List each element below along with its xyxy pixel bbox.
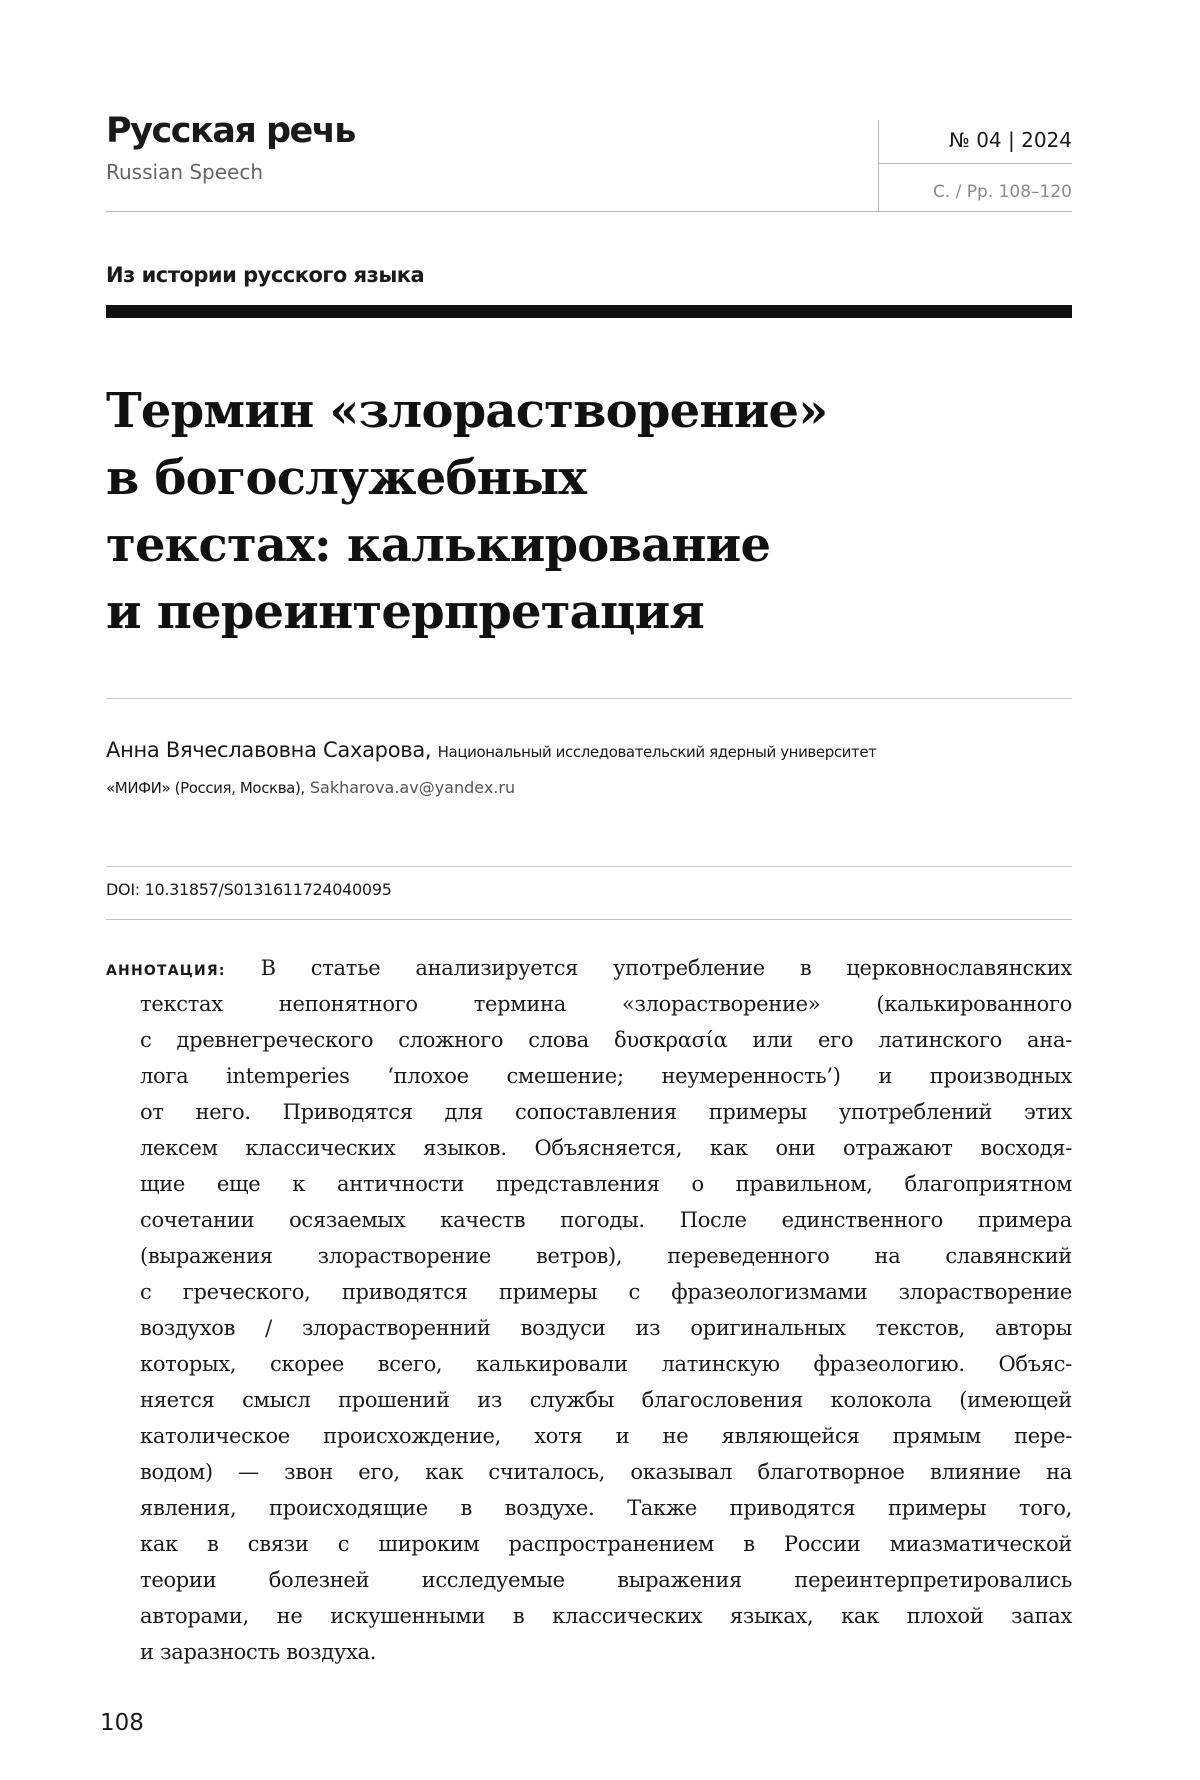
author-line (106, 780, 515, 796)
journal-title: Русская речь (106, 111, 355, 151)
article-title-line: Термин «злорастворение» (106, 383, 828, 439)
article-title-line: текстах: калькирование (106, 517, 771, 573)
abstract-line: няется смысл прошений из службы благословения колокола (имеющей (140, 1388, 1072, 1412)
abstract-line: лексем классических языков. Объясняется, как они отражают восходя- (140, 1136, 1072, 1160)
article-title-line: в богослужебных (106, 450, 587, 506)
article-title (106, 378, 966, 646)
abstract-line: (выражения злорастворение ветров), переведенного на славянский (140, 1244, 1072, 1268)
title-rule (106, 698, 1072, 699)
section-title: Из истории русского языка (106, 263, 425, 287)
page-number: 108 (100, 1710, 144, 1736)
abstract-label-colon: : (218, 963, 226, 979)
abstract-line: как в связи с широким распространением в России миазматической (140, 1532, 1072, 1556)
section-bar (106, 305, 1072, 318)
abstract-line: которых, скорее всего, калькировали латинскую фразеологию. Объяс- (140, 1352, 1072, 1376)
header-rule (106, 211, 1072, 212)
abstract-line: воздухов / злорастворенний воздуси из оригинальных текстов, авторы (140, 1316, 1072, 1340)
page-range: С. / Pp. 108–120 (932, 182, 1072, 202)
abstract-line: теории болезней исследуемые выражения переинтерпретировались (140, 1568, 1072, 1592)
header-divider-vertical (878, 120, 879, 212)
article-title-line: и переинтерпретация (106, 584, 705, 640)
abstract-line: водом) — звон его, как считалось, оказывал благотворное влияние на (140, 1460, 1072, 1484)
abstract-line: от него. Приводятся для сопоставления примеры употреблений этих (140, 1100, 1072, 1124)
issue-divider (878, 163, 1072, 164)
abstract-line: католическое происхождение, хотя и не являющейся прямым пере- (140, 1424, 1072, 1448)
abstract-line: текстах непонятного термина «злорастворение» (калькированного (140, 992, 1072, 1016)
author-email-link[interactable]: Sakharova.av@yandex.ru (309, 778, 516, 797)
abstract-line: и заразность воздуха. (140, 1640, 377, 1664)
journal-subtitle: Russian Speech (106, 160, 264, 184)
abstract (106, 950, 1072, 1670)
doi: DOI: 10.31857/S0131611724040095 (106, 880, 392, 899)
author-comma: , (424, 738, 438, 762)
author-line (106, 740, 877, 761)
abstract-line: с древнегреческого сложного слова δυσκρασία или его латинского ана- (140, 1028, 1072, 1052)
author-name: Анна Вячеславовна Сахарова (106, 738, 425, 762)
author-affiliation: Национальный исследовательский ядерный университет (437, 743, 877, 761)
abstract-line: явления, происходящие в воздухе. Также приводятся примеры того, (140, 1496, 1072, 1520)
abstract-line: щие еще к античности представления о правильном, благоприятном (140, 1172, 1072, 1196)
issue-number: № 04 | 2024 (949, 128, 1072, 152)
author-affiliation-cont: «МИФИ» (Россия, Москва), (106, 779, 305, 797)
abstract-line: лога intemperies ‘плохое смешение; неумеренность’) и производных (140, 1064, 1072, 1088)
abstract-line-text: В статье анализируется употребление в церковнославянских (260, 956, 1072, 980)
abstract-line: сочетании осязаемых качеств погоды. После единственного примера (140, 1208, 1072, 1232)
abstract-line: с греческого, приводятся примеры с фразеологизмами злорастворение (140, 1280, 1072, 1304)
abstract-line (106, 950, 1072, 986)
abstract-line: авторами, не искушенными в классических языках, как плохой запах (140, 1604, 1072, 1628)
doi-rule (106, 919, 1072, 920)
author-rule (106, 866, 1072, 867)
abstract-label: АННОТАЦИЯ (106, 963, 219, 979)
